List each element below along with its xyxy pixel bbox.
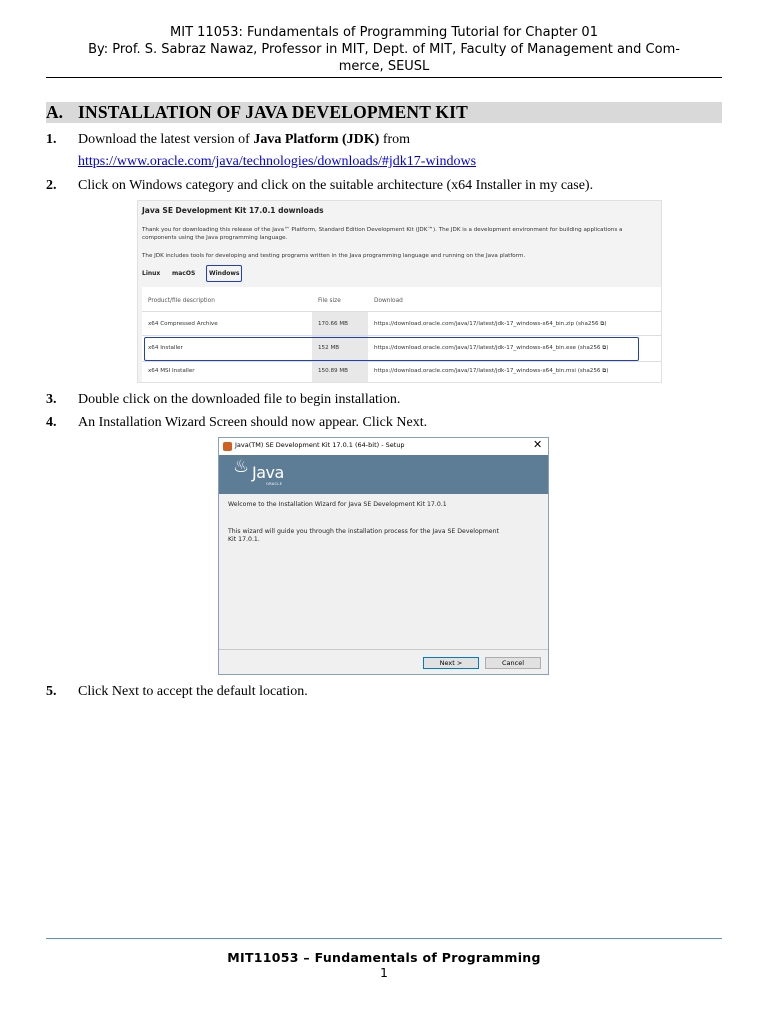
downloads-title: Java SE Development Kit 17.0.1 downloads xyxy=(142,206,324,215)
section-number: A. xyxy=(46,102,64,122)
header-line-1: MIT 11053: Fundamentals of Programming Tutorial for Chapter 01 xyxy=(170,25,598,40)
wizard-window-title: Java(TM) SE Development Kit 17.0.1 (64-bit) - Setup xyxy=(235,441,405,449)
row-1-description: x64 Compressed Archive xyxy=(148,321,218,327)
page-header xyxy=(46,24,722,75)
row-2-description: x64 Installer xyxy=(148,345,183,351)
section-heading xyxy=(46,102,722,123)
row-1-size: 170.66 MB xyxy=(318,321,349,327)
step-text: An Installation Wizard Screen should now appear. Click Next. xyxy=(78,415,428,430)
page-number: 1 xyxy=(380,965,388,980)
wizard-guide-text-1: This wizard will guide you through the installation process for the Java SE Development xyxy=(228,528,499,535)
row-divider xyxy=(142,361,662,362)
step-text-bold: Java Platform (JDK) xyxy=(253,132,380,147)
header-divider xyxy=(46,77,722,78)
step-number: 1. xyxy=(46,132,57,147)
column-header-size: File size xyxy=(318,298,341,304)
setup-wizard-screenshot xyxy=(218,437,549,675)
row-divider xyxy=(142,311,662,312)
header-line-2: By: Prof. S. Sabraz Nawaz, Professor in MIT, Dept. of MIT, Faculty of Management and Com- xyxy=(88,42,680,57)
x64-installer-highlight xyxy=(144,337,639,361)
windows-tab-highlight xyxy=(206,265,242,282)
row-1-download-link[interactable]: https://download.oracle.com/java/17/latest/jdk-17_windows-x64_bin.zip (sha256 ⧉) xyxy=(374,321,607,327)
step-text-post: from xyxy=(379,132,411,147)
step-number: 4. xyxy=(46,415,57,430)
wizard-titlebar xyxy=(219,438,548,455)
wizard-guide-text-2: Kit 17.0.1. xyxy=(228,536,260,543)
step-number: 2. xyxy=(46,178,57,193)
tab-linux[interactable]: Linux xyxy=(142,270,161,277)
row-2-size: 152 MB xyxy=(318,345,340,351)
wizard-button-separator xyxy=(219,649,548,650)
wizard-welcome-text: Welcome to the Installation Wizard for Java SE Development Kit 17.0.1 xyxy=(228,501,447,508)
step-text: Click on Windows category and click on the suitable architecture (x64 Installer in my case). xyxy=(78,178,594,193)
downloads-desc-1: Thank you for downloading this release of the Java™ Platform, Standard Edition Development Kit (JDK™). The JDK is a development environment for building applications a xyxy=(142,227,623,233)
row-3-download-link[interactable]: https://download.oracle.com/java/17/latest/jdk-17_windows-x64_bin.msi (sha256 ⧉) xyxy=(374,368,609,374)
row-3-description: x64 MSI Installer xyxy=(148,368,195,374)
jdk-download-link[interactable]: https://www.oracle.com/java/technologies/downloads/#jdk17-windows xyxy=(78,154,477,169)
step-text xyxy=(78,131,410,149)
header-line-3: merce, SEUSL xyxy=(338,59,430,74)
oracle-downloads-screenshot xyxy=(137,200,662,383)
oracle-logo-text: ORACLE xyxy=(266,482,283,486)
java-app-icon xyxy=(223,442,232,451)
downloads-desc-2: components using the Java programming language. xyxy=(142,235,288,241)
next-button[interactable]: Next > xyxy=(423,657,479,669)
footer-title: MIT11053 – Fundamentals of Programming xyxy=(227,950,541,965)
tab-windows[interactable]: Windows xyxy=(209,270,240,277)
column-header-description: Product/file description xyxy=(148,298,215,304)
step-text: Click Next to accept the default location. xyxy=(78,684,308,699)
column-header-download: Download xyxy=(374,298,403,304)
step-text: Double click on the downloaded file to begin installation. xyxy=(78,392,401,407)
section-title: INSTALLATION OF JAVA DEVELOPMENT KIT xyxy=(78,102,469,122)
java-logo-text: Java xyxy=(252,463,284,482)
downloads-desc-3: The JDK includes tools for developing and testing programs written in the Java programming language and running on the Java platform. xyxy=(142,253,526,259)
step-number: 3. xyxy=(46,392,57,407)
footer-divider xyxy=(46,938,722,939)
row-divider xyxy=(142,335,662,336)
java-cup-icon: ♨ xyxy=(233,456,250,477)
close-icon[interactable]: ✕ xyxy=(533,438,543,451)
step-number: 5. xyxy=(46,684,57,699)
step-text-pre: Download the latest version of xyxy=(78,132,254,147)
cancel-button[interactable]: Cancel xyxy=(485,657,541,669)
row-3-size: 150.89 MB xyxy=(318,368,349,374)
tab-macos[interactable]: macOS xyxy=(172,270,196,277)
row-2-download-link[interactable]: https://download.oracle.com/java/17/latest/jdk-17_windows-x64_bin.exe (sha256 ⧉) xyxy=(374,345,609,351)
